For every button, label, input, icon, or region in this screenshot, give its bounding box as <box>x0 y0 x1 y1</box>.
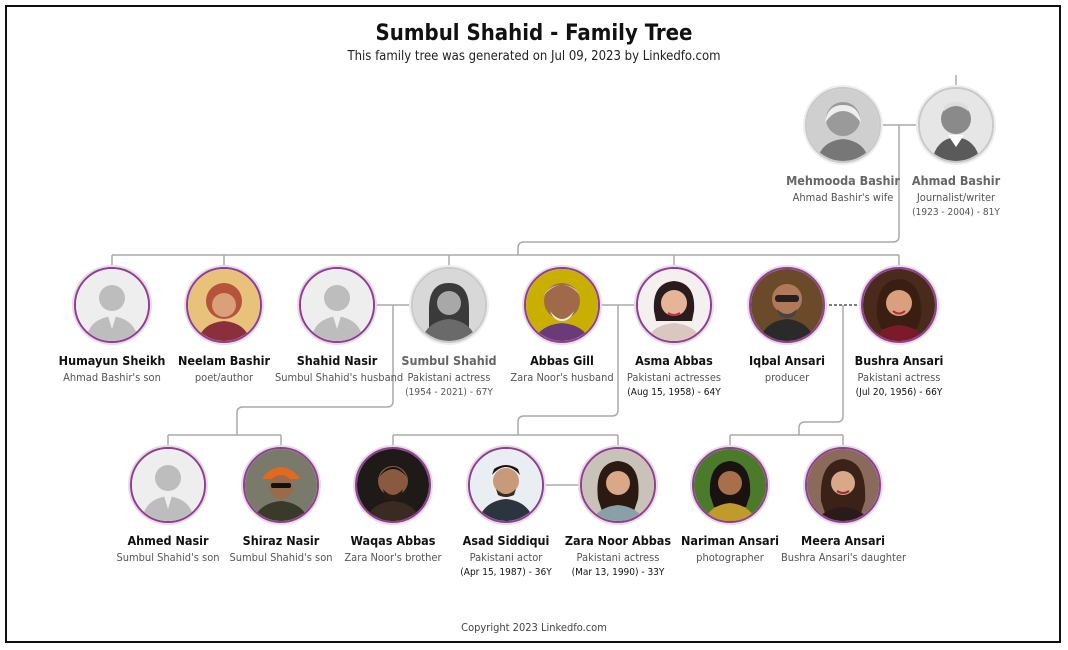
person-photo <box>355 447 431 523</box>
person-dates: (Apr 15, 1987) - 36Y <box>460 567 552 578</box>
person-description: Sumbul Shahid's son <box>229 551 333 564</box>
person-name: Nariman Ansari <box>680 533 780 548</box>
person-name: Ahmad Bashir <box>911 173 1001 188</box>
person-card-asma[interactable] <box>612 267 736 398</box>
person-name: Iqbal Ansari <box>748 353 826 368</box>
person-photo <box>186 267 262 343</box>
person-photo <box>749 267 825 343</box>
person-card-shahid[interactable] <box>275 267 404 384</box>
person-description: Pakistani actresses <box>626 371 722 384</box>
person-name: Neelam Bashir <box>178 353 270 368</box>
person-name: Shahid Nasir <box>296 353 378 368</box>
person-dates: (Aug 15, 1958) - 64Y <box>627 387 721 398</box>
person-name: Sumbul Shahid <box>401 353 497 368</box>
person-photo <box>805 447 881 523</box>
person-name: Shiraz Nasir <box>242 533 320 548</box>
person-description: Zara Noor's husband <box>510 371 614 384</box>
person-description: photographer <box>696 551 764 564</box>
person-card-asad[interactable] <box>444 447 568 578</box>
person-name: Mehmooda Bashir <box>786 173 900 188</box>
person-name: Meera Ansari <box>801 533 885 548</box>
person-photo <box>130 447 206 523</box>
person-description: poet/author <box>194 371 254 384</box>
person-dates: (1923 - 2004) - 81Y <box>912 207 1000 218</box>
copyright-footer: Copyright 2023 Linkedfo.com <box>461 621 607 634</box>
person-card-nariman[interactable] <box>668 447 792 564</box>
person-dates: (Jul 20, 1956) - 66Y <box>855 387 943 398</box>
person-dates: (1954 - 2021) - 67Y <box>405 387 493 398</box>
person-card-iqbal[interactable] <box>725 267 849 384</box>
person-description: Sumbul Shahid's husband <box>275 371 404 384</box>
person-card-neelam[interactable] <box>162 267 286 384</box>
person-description: Pakistani actor <box>469 551 543 564</box>
person-card-sumbul[interactable] <box>387 267 511 398</box>
page-subtitle: This family tree was generated on Jul 09, 2023 by Linkedfo.com <box>347 49 721 64</box>
person-name: Asad Siddiqui <box>462 533 550 548</box>
person-description: Sumbul Shahid's son <box>116 551 220 564</box>
person-card-mehmooda[interactable] <box>781 87 905 204</box>
person-description: Journalist/writer <box>916 191 996 204</box>
person-card-meera[interactable] <box>781 447 905 564</box>
person-photo <box>299 267 375 343</box>
person-description: Pakistani actress <box>407 371 491 384</box>
person-description: producer <box>764 371 810 384</box>
person-photo <box>636 267 712 343</box>
person-name: Abbas Gill <box>530 353 594 368</box>
person-description: Pakistani actress <box>857 371 941 384</box>
person-name: Waqas Abbas <box>350 533 436 548</box>
person-name: Zara Noor Abbas <box>564 533 672 548</box>
person-description: Ahmad Bashir's wife <box>792 191 894 204</box>
person-description: Bushra Ansari's daughter <box>781 551 907 564</box>
person-name: Ahmed Nasir <box>127 533 209 548</box>
person-card-waqas[interactable] <box>331 447 455 564</box>
person-description: Pakistani actress <box>576 551 660 564</box>
person-card-zara[interactable] <box>556 447 680 578</box>
person-description: Zara Noor's brother <box>344 551 442 564</box>
person-photo <box>861 267 937 343</box>
person-card-ahmad[interactable] <box>894 87 1018 218</box>
person-card-ahmednasir[interactable] <box>106 447 230 564</box>
person-photo <box>692 447 768 523</box>
person-photo <box>580 447 656 523</box>
person-name: Humayun Sheikh <box>58 353 166 368</box>
person-card-abbas[interactable] <box>500 267 624 384</box>
person-description: Ahmad Bashir's son <box>63 371 161 384</box>
person-photo <box>74 267 150 343</box>
person-photo <box>524 267 600 343</box>
person-card-shiraz[interactable] <box>219 447 343 564</box>
person-dates: (Mar 13, 1990) - 33Y <box>571 567 665 578</box>
person-name: Asma Abbas <box>635 353 713 368</box>
person-photo <box>411 267 487 343</box>
page-title: Sumbul Shahid - Family Tree <box>375 21 693 46</box>
person-card-bushra[interactable] <box>837 267 961 398</box>
person-photo <box>468 447 544 523</box>
person-photo <box>918 87 994 163</box>
person-name: Bushra Ansari <box>854 353 944 368</box>
person-card-humayun[interactable] <box>50 267 174 384</box>
person-photo <box>805 87 881 163</box>
person-photo <box>243 447 319 523</box>
